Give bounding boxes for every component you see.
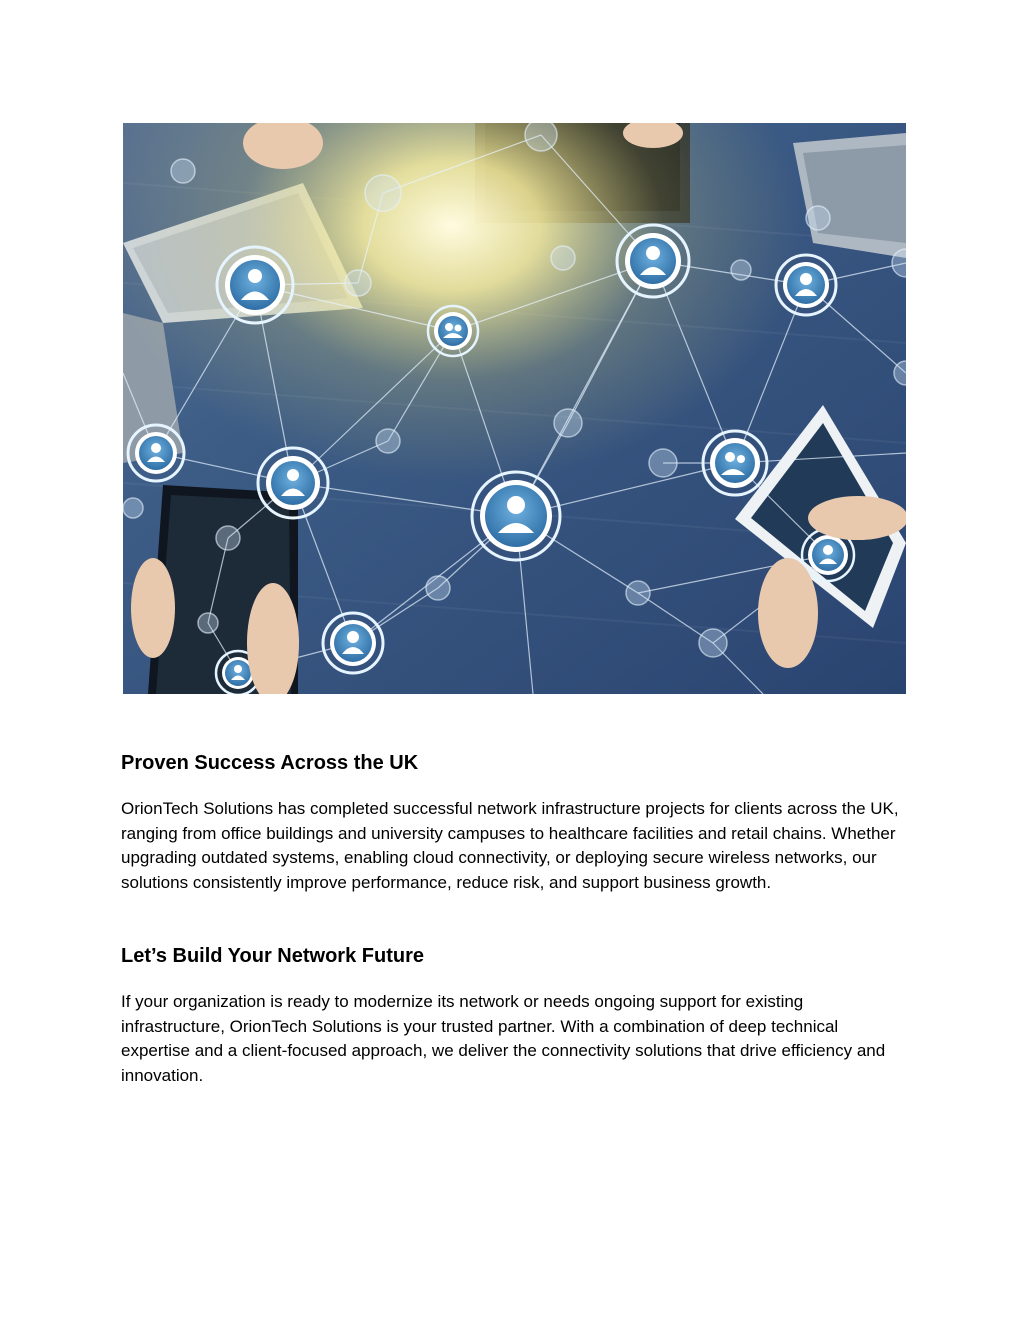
network-node (776, 255, 836, 315)
network-node (617, 225, 689, 297)
network-node (703, 431, 767, 495)
network-node-large (472, 472, 560, 560)
network-node (128, 425, 184, 481)
section-heading-network-future: Let’s Build Your Network Future (121, 945, 424, 967)
network-node (323, 613, 383, 673)
network-node (258, 448, 328, 518)
section-body-network-future: If your organization is ready to modernize its network or needs ongoing support for existing infrastructure, OrionTech Solutions is your trusted partner. With a combination of deep technical expertise and a client-focused approach, we deliver the connectivity solutions that drive efficiency and innovation. (121, 992, 886, 1085)
section-body-proven-success: OrionTech Solutions has completed successful network infrastructure projects for clients across the UK, ranging from office buildings and university campuses to healthcare facilities and retail chains. Whether upgrading outdated systems, enabling cloud connectivity, or deploying secure wireless networks, our solutions consistently improve performance, reduce risk, and support business growth. (121, 799, 899, 892)
network-node (217, 247, 293, 323)
network-node (428, 306, 478, 356)
section-heading-proven-success: Proven Success Across the UK (121, 752, 419, 774)
network-hero-image (123, 123, 906, 694)
